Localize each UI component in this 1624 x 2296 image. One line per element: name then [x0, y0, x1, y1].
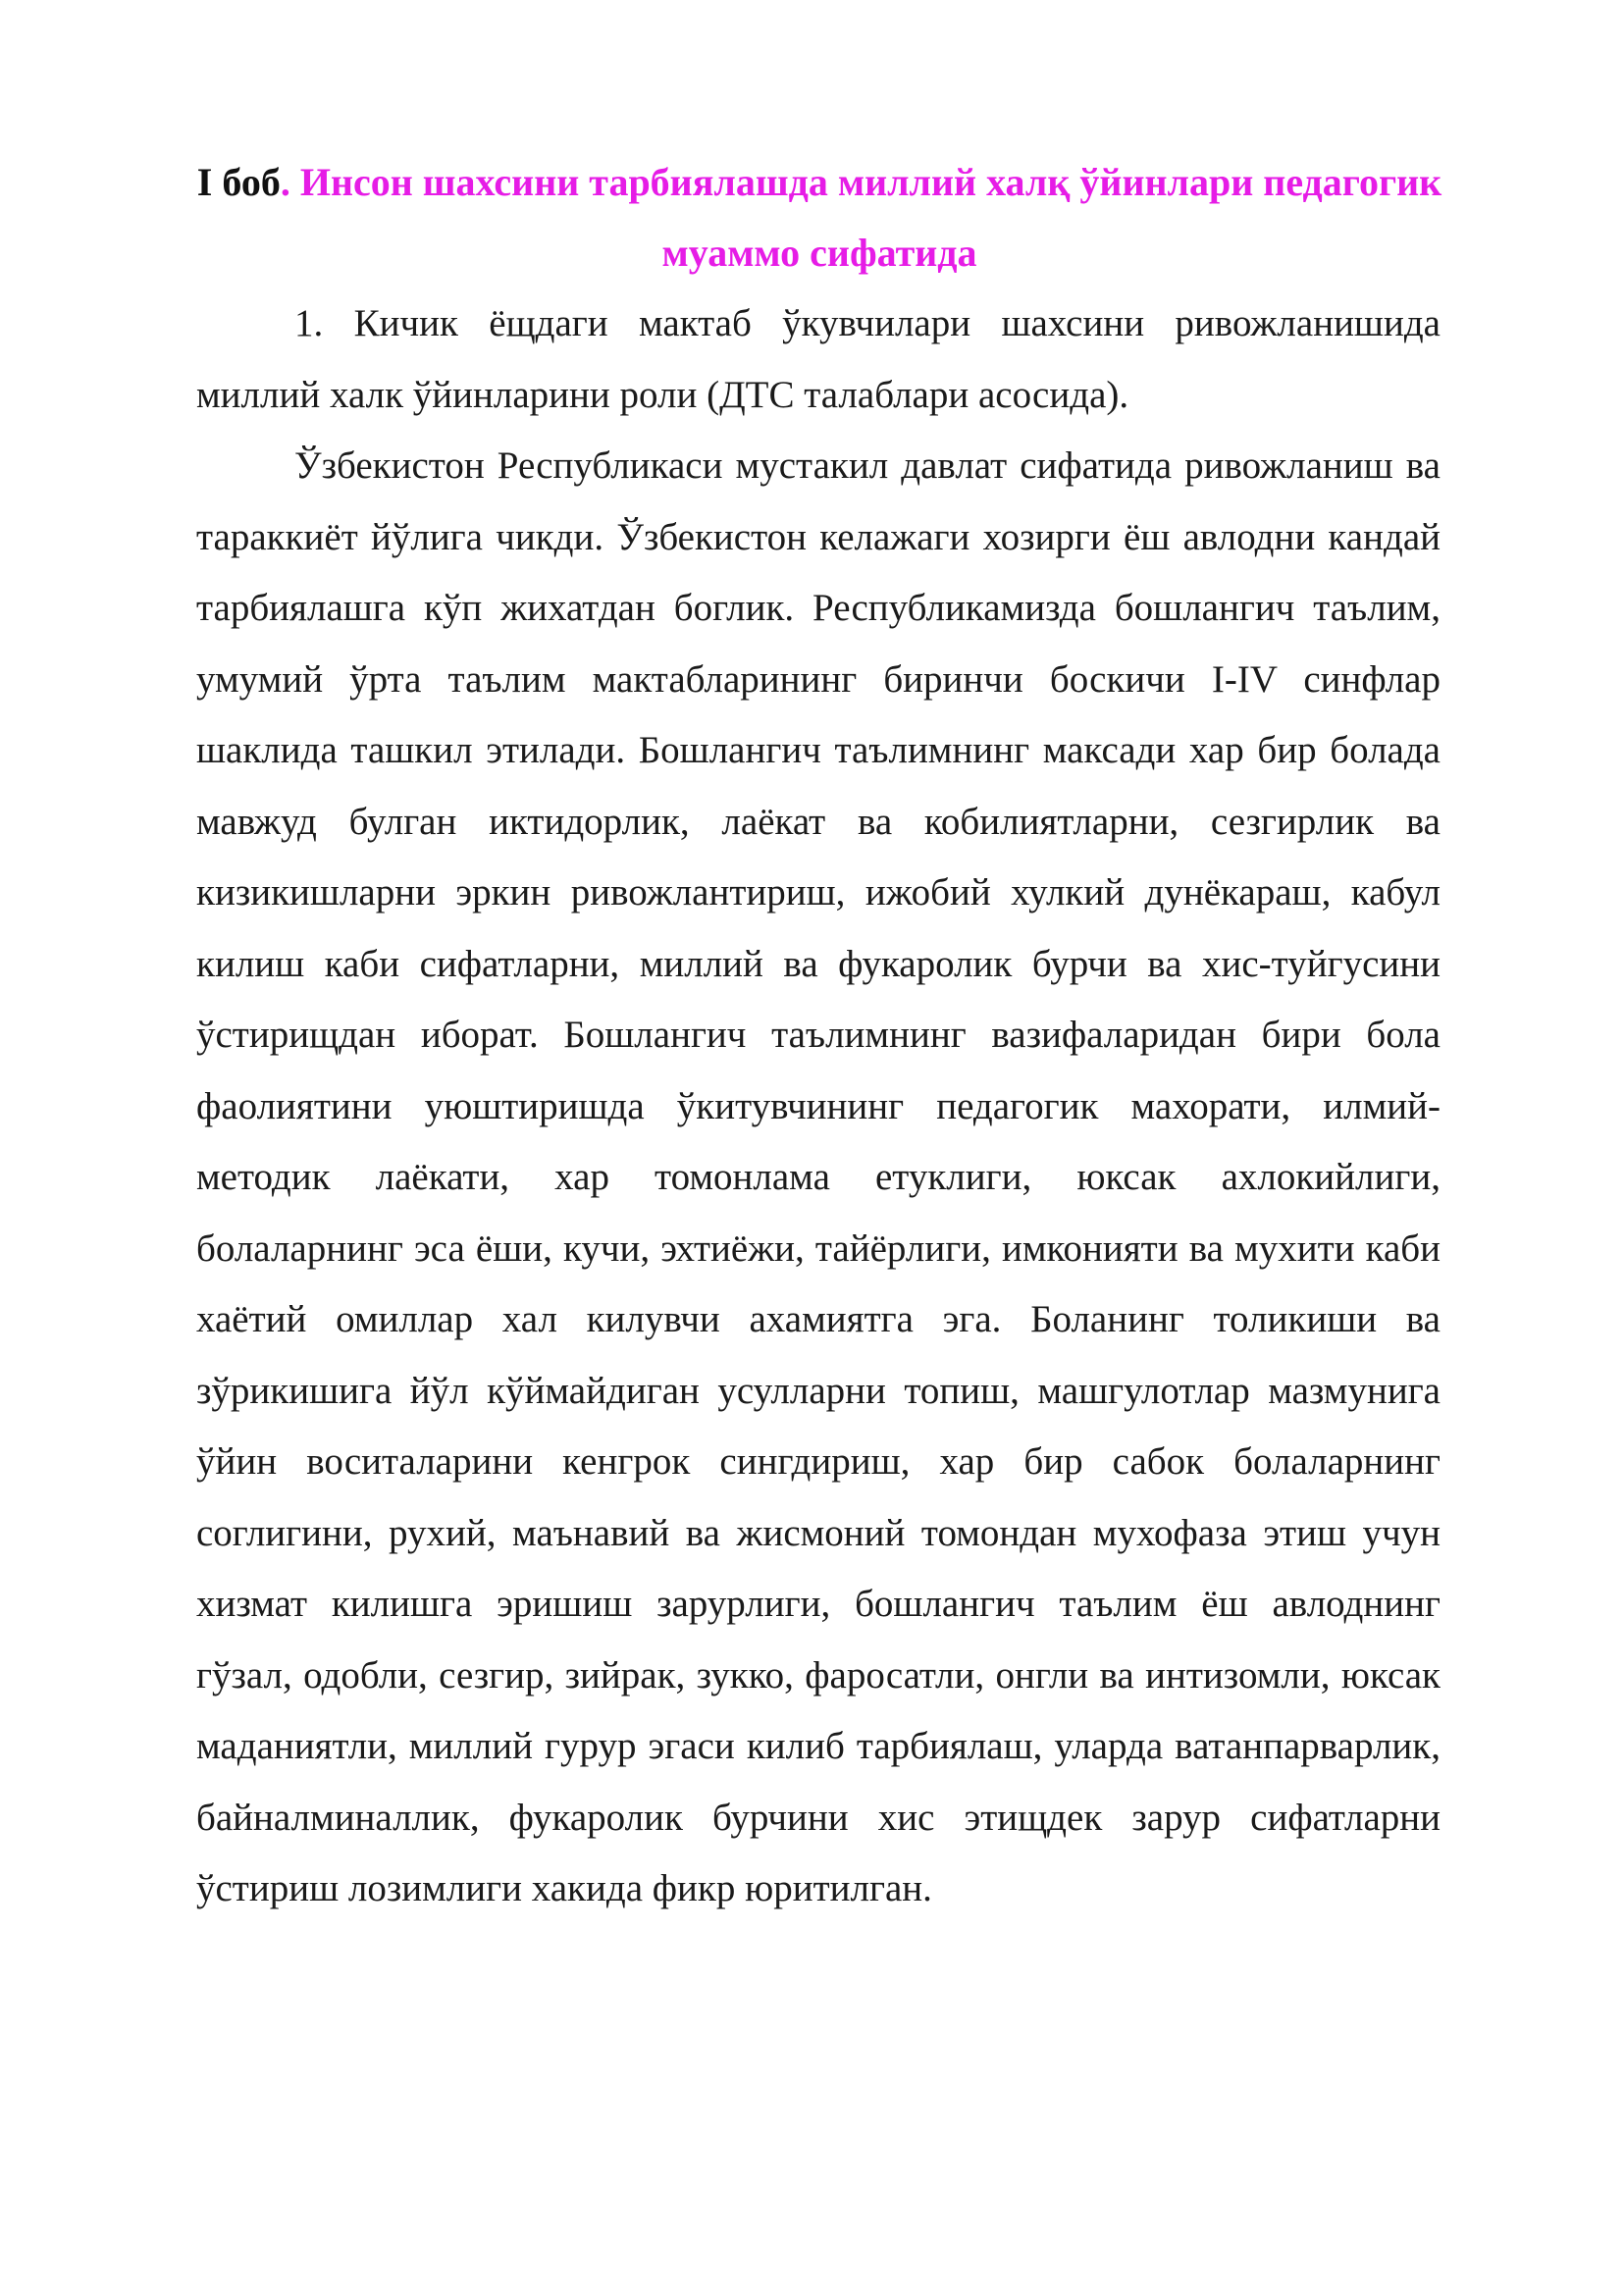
chapter-heading: [167, 147, 1472, 288]
document-page: [196, 147, 1441, 1925]
chapter-title: . Инсон шахсини тарбиялашда миллий халқ ўйинлари педагогик муаммо сифатида: [280, 160, 1442, 275]
body-paragraph: Ўзбекистон Республикаси мустакил давлат сифатида ривожланиш ва тараккиёт йўлига чикди. Ўзбекистон келажаги хозирги ёш авлодни кандай тарбиялашга кўп жихатдан боглик. Республикамизда бошлангич таълим, умумий ўрта таълим мактабларининг биринчи боскичи I-IV синфлар шаклида ташкил этилади. Бошлангич таълимнинг максади хар бир болада мавжуд булган иктидорлик, лаёкат ва кобилиятларни, сезгирлик ва кизикишларни эркин ривожлантириш, ижобий хулкий дунёкараш, кабул килиш каби сифатларни, миллий ва фукаролик бурчи ва хис-туйгусини ўстирищдан иборат. Бошлангич таълимнинг вазифаларидан бири бола фаолиятини уюштиришда ўкитувчининг педагогик махорати, илмий-методик лаёкати, хар томонлама етуклиги, юксак ахлокийлиги, болаларнинг эса ёши, кучи, эхтиёжи, тайёрлиги, имконияти ва мухити каби хаётий омиллар хал килувчи ахамиятга эга. Боланинг толикиши ва зўрикишига йўл кўймайдиган усулларни топиш, машгулотлар мазмунига ўйин воситаларини кенгрок сингдириш, хар бир сабок болаларнинг соглигини, рухий, маънавий ва жисмоний томондан мухофаза этиш учун хизмат килишга эришиш зарурлиги, бошлангич таълим ёш авлоднинг гўзал, одобли, сезгир, зийрак, зукко, фаросатли, онгли ва интизомли, юксак маданиятли, миллий гурур эгаси килиб тарбиялаш, уларда ватанпарварлик, байналминаллик, фукаролик бурчини хис этищдек зарур сифатларни ўстириш лозимлиги хакида фикр юритилган.: [196, 444, 1441, 1909]
chapter-number: I боб: [196, 160, 281, 204]
section-title: 1. Кичик ёщдаги мактаб ўкувчилари шахсини ривожланишида миллий халк ўйинларини роли (ДТС талаблари асосида).: [196, 302, 1441, 416]
